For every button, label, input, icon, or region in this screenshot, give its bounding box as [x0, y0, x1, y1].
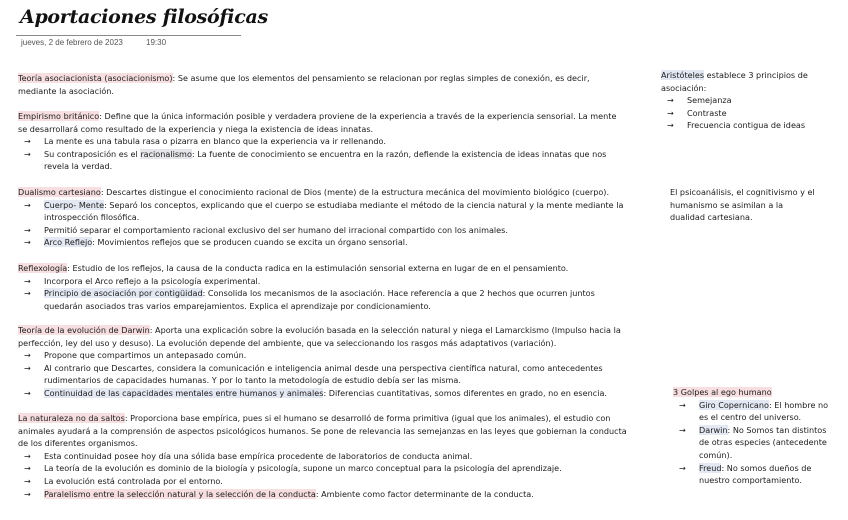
term-empirismo: Empirismo británico: [18, 111, 100, 121]
term-reflexologia: Reflexología: [18, 263, 68, 273]
golpes-title: 3 Golpes al ego humano: [673, 387, 772, 397]
saltos-bullet-2: La teoría de la evolución es dominio de la biología y psicología, supone un marco conceptual para la psicología del aprendizaje.: [44, 463, 562, 474]
saltos-text: : Proporciona base empírica, pues si el humano se desarrolló de forma primitiva (igual que los animales), el estudio con animales ayudará a la comprensión de aspectos psicológicos humanos. Se pone de relevancia las semejanzas en las leyes que gobiernan la conducta de los diferentes organismos.: [18, 413, 627, 449]
arrow-icon: →: [24, 275, 31, 286]
darwin-bullet-1: Propone que compartimos un antepasado común.: [44, 350, 247, 361]
golpes-bullet-1-text: : El hombre no es el centro del universo.: [699, 399, 829, 423]
arrow-icon: →: [24, 387, 31, 398]
arrow-icon: →: [24, 148, 31, 159]
term-saltos: La naturaleza no da saltos: [18, 413, 125, 423]
arrow-icon: →: [679, 399, 686, 410]
aristoteles-text: establece 3 principios de asociación:: [661, 70, 808, 93]
arrow-icon: →: [24, 237, 31, 248]
empirismo-bullet-2-pre: Su contraposición es el: [44, 148, 141, 159]
note-reflexologia[interactable]: [18, 262, 628, 312]
note-psicoanalisis[interactable]: [670, 186, 820, 224]
dualismo-bullet-3-text: : Movimientos reflejos que se producen cuando se excita un órgano sensorial.: [92, 237, 408, 248]
note-saltos[interactable]: [18, 412, 633, 500]
arrow-icon: →: [667, 120, 674, 131]
dualismo-text: : Descartes distingue el conocimiento racional de Dios (mente) de la estructura mecánica del movimiento biológico (cuerpo).: [100, 187, 610, 197]
arrow-icon: →: [24, 463, 31, 474]
note-dualismo[interactable]: [18, 186, 628, 249]
arrow-icon: →: [24, 488, 31, 499]
arrow-icon: →: [24, 288, 31, 299]
empirismo-bullet-1: La mente es una tabula rasa o pizarra en blanco que la experiencia va ir rellenando.: [44, 136, 386, 147]
term-freud: Freud: [699, 462, 722, 473]
saltos-bullet-3: La evolución está controlada por el entorno.: [44, 475, 223, 486]
term-principio-asociacion: Principio de asociación por contigüidad: [44, 288, 203, 299]
aristoteles-bullet-2: Contraste: [687, 107, 727, 118]
darwin-bullet-2: Al contrario que Descartes, considera la comunicación e inteligencia animal desde una perspectiva científica natural, como antecedentes rudimentarios de capacidades humanas. Y por lo tanto la metodología de estudio debía ser las misma.: [44, 362, 603, 386]
note-aristoteles[interactable]: [661, 69, 821, 132]
arrow-icon: →: [24, 450, 31, 461]
aristoteles-bullet-3: Frecuencia contigua de ideas: [687, 120, 806, 131]
arrow-icon: →: [24, 350, 31, 361]
dualismo-bullet-1-text: : Separó los conceptos, explicando que el cuerpo se estudiaba mediante el método de la ciencia natural y la mente mediante la introspección filosófica.: [44, 199, 624, 223]
page-time: 19:30: [146, 38, 167, 47]
arrow-icon: →: [24, 362, 31, 373]
term-continuidad: Continuidad de las capacidades mentales entre humanos y animales: [44, 387, 324, 398]
title-divider: [16, 35, 241, 36]
term-giro-copernicano: Giro Copernicano: [699, 399, 769, 410]
darwin-text: : Aporta una explicación sobre la evolución basada en la selección natural y niega el Lamarckismo (Impulso hacia la perfección, ley del uso y desuso). La evolución depende del ambiente, que va seleccionando los rasgos más adaptativos (variación).: [18, 325, 621, 348]
term-dualismo: Dualismo cartesiano: [18, 187, 101, 197]
note-empirismo[interactable]: [18, 110, 628, 173]
reflexologia-bullet-1: Incorpora el Arco reflejo a la psicología experimental.: [44, 275, 261, 286]
term-darwin-golpe: Darwin: [699, 424, 728, 435]
psicoanalisis-text: El psicoanálisis, el cognitivismo y el humanismo se asimilan a la dualidad cartesiana.: [670, 187, 815, 223]
arrow-icon: →: [24, 224, 31, 235]
term-racionalismo: racionalismo: [140, 148, 192, 159]
page-date: jueves, 2 de febrero de 2023: [21, 38, 123, 47]
term-cuerpo-mente: Cuerpo- Mente: [44, 199, 105, 210]
note-golpes[interactable]: [673, 386, 833, 487]
saltos-bullet-1: Esta continuidad posee hoy día una sólida base empírica procedente de laboratorios de conducta animal.: [44, 450, 473, 461]
golpes-bullet-2-text: : No Somos tan distintos de otras especies (antecedente común).: [699, 424, 827, 460]
aristoteles-bullet-1: Semejanza: [687, 95, 732, 106]
term-darwin: Teoría de la evolución de Darwin: [18, 325, 150, 335]
note-asociacionismo[interactable]: [18, 72, 618, 97]
arrow-icon: →: [679, 424, 686, 435]
arrow-icon: →: [667, 107, 674, 118]
saltos-bullet-4-text: : Ambiente como factor determinante de la conducta.: [315, 488, 534, 499]
arrow-icon: →: [679, 462, 686, 473]
term-arco-reflejo: Arco Reflejo: [44, 237, 93, 248]
arrow-icon: →: [24, 136, 31, 147]
arrow-icon: →: [24, 199, 31, 210]
asociacionismo-text: : Se asume que los elementos del pensamiento se relacionan por reglas simples de conexión, es decir, mediante la asociación.: [18, 73, 590, 96]
golpes-bullet-3-text: : No somos dueños de nuestro comportamiento.: [699, 462, 812, 486]
darwin-bullet-3-text: : Diferencias cuantitativas, somos diferentes en grado, no en esencia.: [323, 387, 607, 398]
arrow-icon: →: [24, 475, 31, 486]
reflexologia-text: : Estudio de los reflejos, la causa de la conducta radica en la estimulación sensorial externa en lugar de en el pensamiento.: [67, 263, 569, 273]
note-darwin[interactable]: [18, 324, 633, 400]
reflexologia-bullet-2-text: : Consolida los mecanismos de la asociación. Hace referencia a que 2 hechos que ocurren juntos quedarán asociados tras varios emparejamientos. Explica el aprendizaje por condicionamiento.: [44, 288, 595, 311]
term-asociacionismo: Teoría asociacionista (asociacionismo): [18, 73, 173, 83]
dualismo-bullet-2: Permitió separar el comportamiento racional exclusivo del ser humano del irracional compartido con los animales.: [44, 224, 508, 235]
empirismo-text: : Define que la única información posible y verdadera proviene de la experiencia a través de la experiencia sensorial. La mente se desarrollará como resultado de la experiencia y niega la existencia de ideas innatas.: [18, 111, 617, 134]
page-title: Aportaciones filosóficas: [20, 6, 268, 28]
term-paralelismo: Paralelismo entre la selección natural y la selección de la conducta: [44, 488, 316, 499]
arrow-icon: →: [667, 95, 674, 106]
empirismo-bullet-2-text: : La fuente de conocimiento se encuentra en la razón, defiende la existencia de ideas innatas que nos revela la verdad.: [44, 148, 607, 172]
term-aristoteles: Aristóteles: [661, 70, 705, 80]
